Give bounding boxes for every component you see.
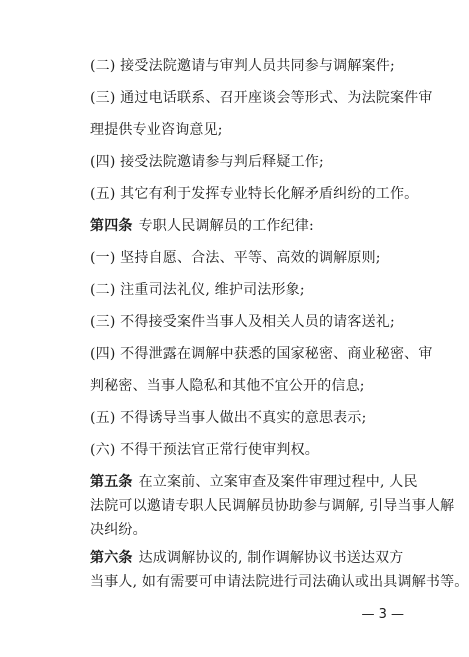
page-number: — 3 — <box>361 607 404 622</box>
text-line: (三) 不得接受案件当事人及相关人员的请客送礼; <box>90 314 395 330</box>
text-line: (二) 注重司法礼仪, 维护司法形象; <box>90 282 305 298</box>
article-6-label: 第六条 <box>90 550 133 566</box>
text-line: (四) 接受法院邀请参与判后释疑工作; <box>90 154 324 170</box>
article-5-label: 第五条 <box>90 474 133 490</box>
article-5-text: 在立案前、立案审查及案件审理过程中, 人民 <box>138 474 418 490</box>
text-line: 判秘密、当事人隐私和其他不宜公开的信息; <box>90 378 365 394</box>
text-line: (三) 通过电话联系、召开座谈会等形式、为法院案件审 <box>90 90 433 106</box>
text-line: 决纠纷。 <box>90 522 147 538</box>
article-6-text: 达成调解协议的, 制作调解协议书送达双方 <box>138 550 404 566</box>
text-line: (四) 不得泄露在调解中获悉的国家秘密、商业秘密、审 <box>90 346 433 362</box>
text-line: (五) 不得诱导当事人做出不真实的意思表示; <box>90 410 367 426</box>
text-line: (六) 不得干预法官正常行使审判权。 <box>90 442 319 458</box>
text-line: 理提供专业咨询意见; <box>90 122 223 138</box>
article-4-label: 第四条 <box>90 218 133 234</box>
article-6-line <box>90 548 404 568</box>
text-line: (五) 其它有利于发挥专业特长化解矛盾纠纷的工作。 <box>90 186 419 202</box>
article-4-text: 专职人民调解员的工作纪律: <box>138 218 314 234</box>
text-line: 法院可以邀请专职人民调解员协助参与调解, 引导当事人解 <box>90 498 455 514</box>
text-line: (一) 坚持自愿、合法、平等、高效的调解原则; <box>90 250 381 266</box>
article-5-line <box>90 472 418 492</box>
article-4-line <box>90 216 404 236</box>
text-line: 当事人, 如有需要可申请法院进行司法确认或出具调解书等。 <box>90 574 469 590</box>
text-line: (二) 接受法院邀请与审判人员共同参与调解案件; <box>90 58 395 74</box>
